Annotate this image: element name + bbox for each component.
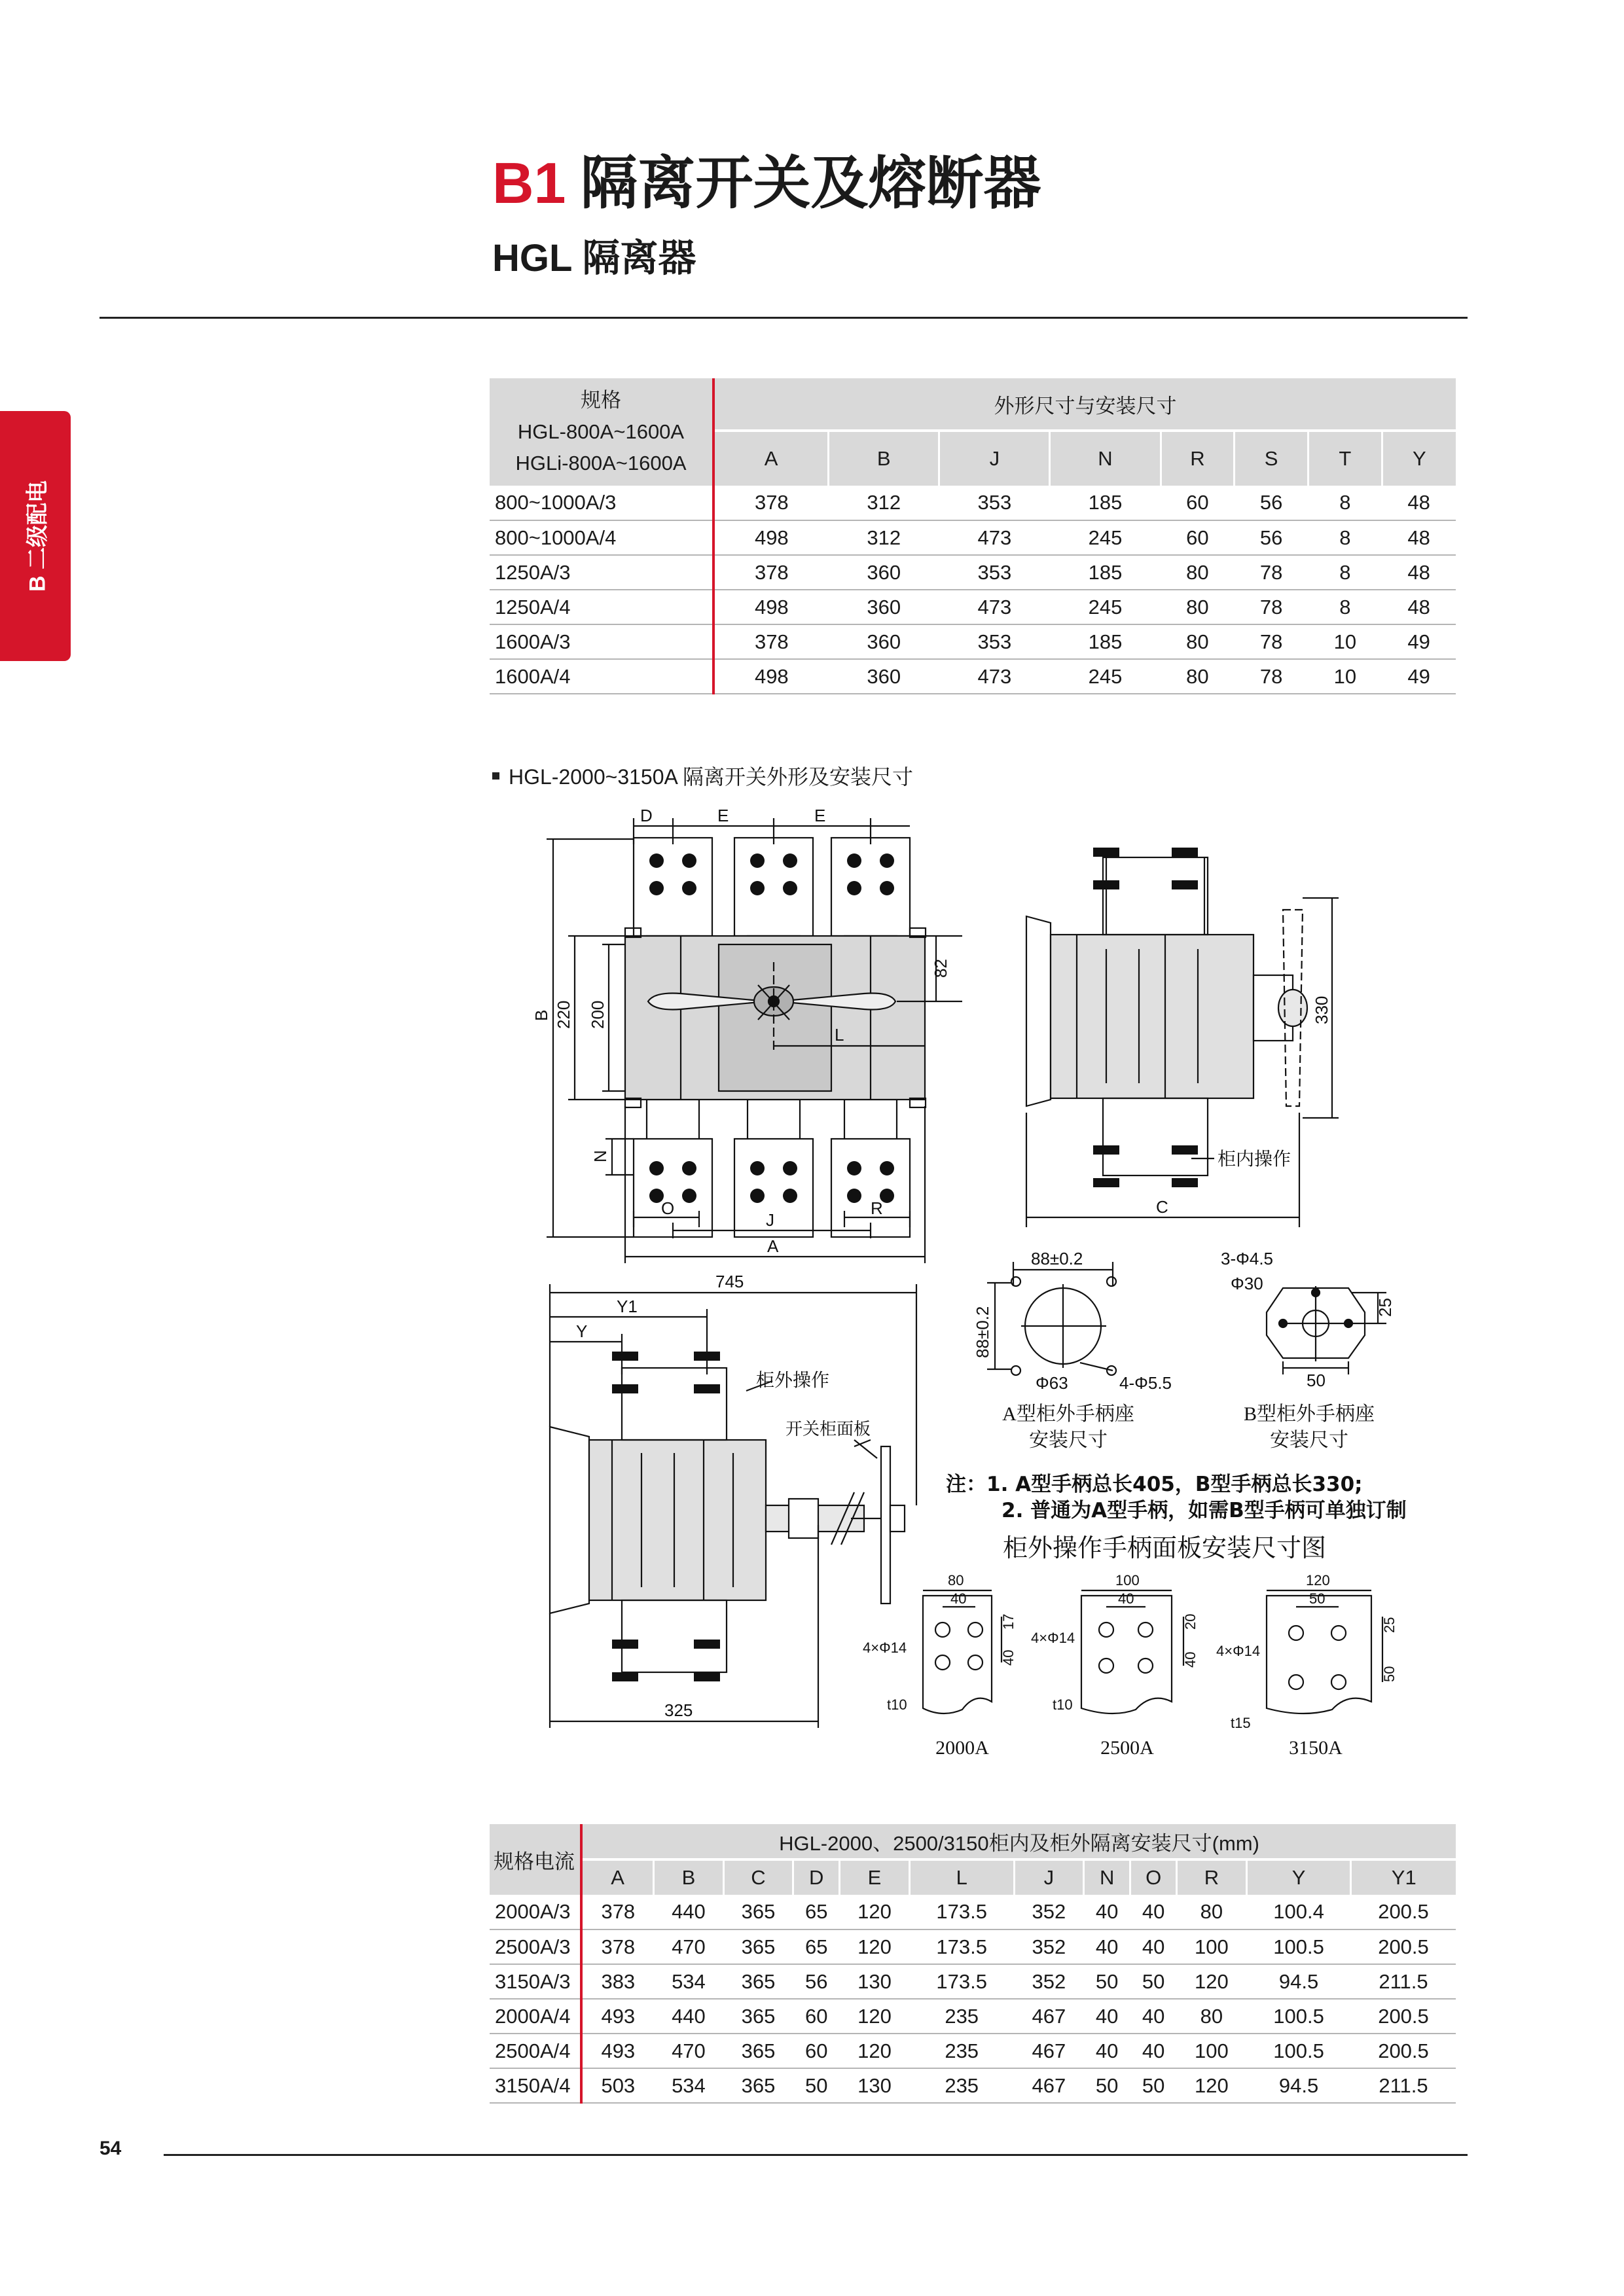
cell-value: 80 xyxy=(1177,1999,1247,2034)
panel-holes: 4×Φ14 xyxy=(863,1640,907,1656)
cell-value: 50 xyxy=(793,2068,840,2103)
seat-a-dim-vertical: 88±0.2 xyxy=(973,1306,992,1358)
label-inner-operation: 柜内操作 xyxy=(1218,1149,1291,1170)
cell-value: 120 xyxy=(840,1895,910,1929)
column-header: B xyxy=(654,1859,724,1895)
cell-value: 470 xyxy=(654,1929,724,1964)
panel-3150a xyxy=(1267,1590,1382,1713)
cell-value: 467 xyxy=(1014,1999,1084,2034)
cell-value: 94.5 xyxy=(1246,1964,1351,1999)
label-O: O xyxy=(661,1198,675,1218)
section-code: B1 xyxy=(492,151,566,215)
panel-name: 2500A xyxy=(1100,1737,1154,1759)
seat-a-caption: 安装尺寸 xyxy=(1029,1429,1108,1451)
footer-divider xyxy=(164,2154,1468,2156)
column-header: Y xyxy=(1246,1859,1351,1895)
panel-dim: 50 xyxy=(1309,1590,1326,1607)
cell-value: 185 xyxy=(1050,624,1161,659)
cell-value: 130 xyxy=(840,1964,910,1999)
row-spec: 3150A/4 xyxy=(490,2068,581,2103)
cell-value: 80 xyxy=(1161,590,1235,624)
cell-value: 130 xyxy=(840,2068,910,2103)
column-header: D xyxy=(793,1859,840,1895)
cell-value: 498 xyxy=(713,590,829,624)
cell-value: 211.5 xyxy=(1351,1964,1456,1999)
cell-value: 440 xyxy=(654,1999,724,2034)
cell-value: 534 xyxy=(654,2068,724,2103)
cell-value: 78 xyxy=(1235,624,1308,659)
cell-value: 360 xyxy=(829,555,939,590)
cell-value: 40 xyxy=(1084,1895,1130,1929)
label-C: C xyxy=(1156,1197,1168,1217)
cell-value: 245 xyxy=(1050,520,1161,555)
cell-value: 120 xyxy=(840,1999,910,2034)
seat-b-caption: B型柜外手柄座 xyxy=(1243,1403,1375,1425)
row-spec: 1600A/3 xyxy=(490,624,713,659)
cell-value: 470 xyxy=(654,2034,724,2068)
panel-name: 2000A xyxy=(935,1737,989,1759)
cell-value: 50 xyxy=(1130,1964,1177,1999)
table1-spec-model: HGL-800A~1600A xyxy=(517,420,685,443)
label-200: 200 xyxy=(588,1000,607,1029)
row-spec: 1250A/4 xyxy=(490,590,713,624)
table1-spec-model: HGLi-800A~1600A xyxy=(515,452,687,475)
panel-2000a xyxy=(923,1590,1001,1713)
panel-holes: 4×Φ14 xyxy=(1216,1643,1261,1659)
panel-dim: 17 xyxy=(1000,1613,1017,1630)
column-header: C xyxy=(723,1859,793,1895)
column-header: B xyxy=(829,431,939,486)
cell-value: 80 xyxy=(1161,555,1235,590)
cell-value: 493 xyxy=(581,1999,654,2034)
cell-value: 48 xyxy=(1382,520,1456,555)
column-header: R xyxy=(1177,1859,1247,1895)
label-E: E xyxy=(814,806,826,825)
cell-value: 8 xyxy=(1308,555,1382,590)
row-spec: 2500A/3 xyxy=(490,1929,581,1964)
cell-value: 48 xyxy=(1382,555,1456,590)
cell-value: 60 xyxy=(1161,520,1235,555)
cell-value: 56 xyxy=(1235,486,1308,520)
label-220: 220 xyxy=(554,1000,573,1029)
note-2: 2. 普通为A型手柄，如需B型手柄可单独订制 xyxy=(1001,1499,1407,1522)
cell-value: 365 xyxy=(723,1964,793,1999)
cell-value: 235 xyxy=(909,2068,1014,2103)
panel-thickness: t10 xyxy=(1053,1696,1073,1713)
cell-value: 440 xyxy=(654,1895,724,1929)
cell-value: 65 xyxy=(793,1929,840,1964)
column-header: A xyxy=(581,1859,654,1895)
cell-value: 50 xyxy=(1130,2068,1177,2103)
cell-value: 40 xyxy=(1084,2034,1130,2068)
row-spec: 2500A/4 xyxy=(490,2034,581,2068)
seat-b-50: 50 xyxy=(1307,1371,1326,1390)
seat-a-dim-horizontal: 88±0.2 xyxy=(1031,1249,1083,1268)
cell-value: 120 xyxy=(840,2034,910,2068)
table-row xyxy=(490,2034,1456,2068)
table1-group-header: 外形尺寸与安装尺寸 xyxy=(713,378,1456,431)
row-spec: 2000A/3 xyxy=(490,1895,581,1929)
panel-holes: 4×Φ14 xyxy=(1031,1630,1075,1646)
column-header: J xyxy=(1014,1859,1084,1895)
column-header: E xyxy=(840,1859,910,1895)
cell-value: 467 xyxy=(1014,2034,1084,2068)
column-header: R xyxy=(1161,431,1235,486)
column-header: S xyxy=(1235,431,1308,486)
seat-a-dia: Φ63 xyxy=(1036,1373,1068,1393)
cell-value: 383 xyxy=(581,1964,654,1999)
table-row xyxy=(490,1964,1456,1999)
section-title: 隔离开关及熔断器 xyxy=(580,151,1041,215)
cell-value: 473 xyxy=(939,590,1050,624)
row-spec: 1250A/3 xyxy=(490,555,713,590)
cell-value: 200.5 xyxy=(1351,2034,1456,2068)
seat-b-dia: Φ30 xyxy=(1231,1274,1263,1293)
cell-value: 50 xyxy=(1084,1964,1130,1999)
page-subtitle: HGL 隔离器 xyxy=(492,237,696,279)
cell-value: 49 xyxy=(1382,624,1456,659)
cell-value: 78 xyxy=(1235,555,1308,590)
cell-value: 8 xyxy=(1308,590,1382,624)
cell-value: 100.5 xyxy=(1246,2034,1351,2068)
label-Y: Y xyxy=(576,1321,588,1341)
cell-value: 40 xyxy=(1130,2034,1177,2068)
cell-value: 498 xyxy=(713,659,829,694)
row-spec: 2000A/4 xyxy=(490,1999,581,2034)
cell-value: 8 xyxy=(1308,520,1382,555)
cell-value: 353 xyxy=(939,624,1050,659)
panel-dim: 100 xyxy=(1115,1572,1140,1588)
cell-value: 473 xyxy=(939,659,1050,694)
cell-value: 365 xyxy=(723,1895,793,1929)
column-header: O xyxy=(1130,1859,1177,1895)
cell-value: 473 xyxy=(939,520,1050,555)
label-L: L xyxy=(835,1025,844,1045)
dimension-table-2000-3150 xyxy=(490,1824,1456,2104)
cell-value: 235 xyxy=(909,1999,1014,2034)
panel-dim: 120 xyxy=(1306,1572,1330,1588)
cell-value: 8 xyxy=(1308,486,1382,520)
cell-value: 211.5 xyxy=(1351,2068,1456,2103)
cell-value: 365 xyxy=(723,2034,793,2068)
column-header: N xyxy=(1084,1859,1130,1895)
cell-value: 50 xyxy=(1084,2068,1130,2103)
seat-a-caption: A型柜外手柄座 xyxy=(1002,1403,1134,1425)
cell-value: 173.5 xyxy=(909,1895,1014,1929)
table-row xyxy=(490,1929,1456,1964)
cell-value: 120 xyxy=(1177,2068,1247,2103)
cell-value: 100 xyxy=(1177,2034,1247,2068)
cell-value: 503 xyxy=(581,2068,654,2103)
table-row xyxy=(490,2068,1456,2103)
cell-value: 60 xyxy=(793,1999,840,2034)
seat-a-holes: 4-Φ5.5 xyxy=(1119,1373,1172,1393)
cell-value: 60 xyxy=(1161,486,1235,520)
seat-b-drawing xyxy=(1267,1286,1386,1374)
row-spec: 800~1000A/4 xyxy=(490,520,713,555)
table-row xyxy=(490,1895,1456,1929)
side-tab-label: B 二级配电 xyxy=(25,480,50,592)
cell-value: 534 xyxy=(654,1964,724,1999)
panel-dim: 20 xyxy=(1182,1613,1199,1630)
label-D: D xyxy=(640,806,653,825)
cell-value: 185 xyxy=(1050,555,1161,590)
cell-value: 48 xyxy=(1382,590,1456,624)
cell-value: 200.5 xyxy=(1351,1999,1456,2034)
panel-dim: 80 xyxy=(948,1572,964,1588)
cell-value: 94.5 xyxy=(1246,2068,1351,2103)
cell-value: 40 xyxy=(1084,1929,1130,1964)
cell-value: 80 xyxy=(1161,659,1235,694)
cell-value: 365 xyxy=(723,1929,793,1964)
seat-b-25: 25 xyxy=(1375,1298,1395,1317)
cell-value: 378 xyxy=(581,1929,654,1964)
table2-spec-header: 规格电流 xyxy=(490,1824,581,1895)
seat-b-caption: 安装尺寸 xyxy=(1270,1429,1348,1451)
panel-dim: 40 xyxy=(1000,1649,1017,1666)
panel-dim: 40 xyxy=(950,1590,967,1607)
label-B: B xyxy=(532,1009,551,1021)
cell-value: 100.4 xyxy=(1246,1895,1351,1929)
cell-value: 200.5 xyxy=(1351,1895,1456,1929)
cell-value: 360 xyxy=(829,590,939,624)
label-R: R xyxy=(871,1198,883,1218)
label-E: E xyxy=(717,806,729,825)
cell-value: 49 xyxy=(1382,659,1456,694)
label-switch-panel: 开关柜面板 xyxy=(785,1420,871,1439)
row-spec: 800~1000A/3 xyxy=(490,486,713,520)
label-82: 82 xyxy=(931,959,950,978)
cell-value: 10 xyxy=(1308,659,1382,694)
column-header: N xyxy=(1050,431,1161,486)
label-Y1: Y1 xyxy=(617,1297,638,1316)
panel-name: 3150A xyxy=(1289,1737,1343,1759)
label-745: 745 xyxy=(715,1272,744,1291)
section-heading-text: HGL-2000~3150A 隔离开关外形及安装尺寸 xyxy=(509,765,913,789)
cell-value: 40 xyxy=(1130,1999,1177,2034)
cell-value: 56 xyxy=(793,1964,840,1999)
label-N: N xyxy=(590,1150,610,1162)
cell-value: 100 xyxy=(1177,1929,1247,1964)
seat-b-holes: 3-Φ4.5 xyxy=(1221,1249,1274,1268)
label-330: 330 xyxy=(1312,996,1331,1024)
panel-dim: 40 xyxy=(1118,1590,1134,1607)
column-header: A xyxy=(713,431,829,486)
column-header: Y xyxy=(1382,431,1456,486)
cell-value: 498 xyxy=(713,520,829,555)
cell-value: 360 xyxy=(829,624,939,659)
label-A: A xyxy=(767,1236,779,1256)
cell-value: 173.5 xyxy=(909,1964,1014,1999)
cell-value: 353 xyxy=(939,486,1050,520)
cell-value: 40 xyxy=(1130,1895,1177,1929)
label-outer-operation: 柜外操作 xyxy=(756,1371,830,1391)
cell-value: 312 xyxy=(829,520,939,555)
cell-value: 65 xyxy=(793,1895,840,1929)
cell-value: 352 xyxy=(1014,1929,1084,1964)
cell-value: 100.5 xyxy=(1246,1999,1351,2034)
panel-dim: 50 xyxy=(1381,1666,1398,1682)
cell-value: 353 xyxy=(939,555,1050,590)
cell-value: 378 xyxy=(713,624,829,659)
cell-value: 10 xyxy=(1308,624,1382,659)
cell-value: 245 xyxy=(1050,659,1161,694)
cell-value: 78 xyxy=(1235,659,1308,694)
table1-spec-label: 规格 xyxy=(581,389,621,412)
cell-value: 378 xyxy=(713,486,829,520)
cell-value: 185 xyxy=(1050,486,1161,520)
label-J: J xyxy=(766,1210,774,1230)
column-header: Y1 xyxy=(1351,1859,1456,1895)
row-spec: 1600A/4 xyxy=(490,659,713,694)
table2-group-header: HGL-2000、2500/3150柜内及柜外隔离安装尺寸(mm) xyxy=(581,1824,1456,1859)
cell-value: 100.5 xyxy=(1246,1929,1351,1964)
page-number: 54 xyxy=(99,2138,122,2159)
column-header: L xyxy=(909,1859,1014,1895)
cell-value: 40 xyxy=(1130,1929,1177,1964)
column-header: T xyxy=(1308,431,1382,486)
panel-2500a xyxy=(1081,1590,1183,1713)
cell-value: 312 xyxy=(829,486,939,520)
cell-value: 173.5 xyxy=(909,1929,1014,1964)
cell-value: 200.5 xyxy=(1351,1929,1456,1964)
outer-view xyxy=(550,1284,916,1728)
cell-value: 365 xyxy=(723,2068,793,2103)
cell-value: 40 xyxy=(1084,1999,1130,2034)
note-1: 注：1. A型手柄总长405，B型手柄总长330; xyxy=(946,1473,1363,1496)
side-view xyxy=(1026,857,1339,1227)
cell-value: 235 xyxy=(909,2034,1014,2068)
cell-value: 120 xyxy=(840,1929,910,1964)
cell-value: 493 xyxy=(581,2034,654,2068)
cell-value: 120 xyxy=(1177,1964,1247,1999)
cell-value: 60 xyxy=(793,2034,840,2068)
cell-value: 56 xyxy=(1235,520,1308,555)
cell-value: 80 xyxy=(1161,624,1235,659)
panel-dim: 25 xyxy=(1381,1617,1398,1633)
row-spec: 3150A/3 xyxy=(490,1964,581,1999)
cell-value: 378 xyxy=(713,555,829,590)
label-325: 325 xyxy=(664,1700,693,1720)
table-row xyxy=(490,1999,1456,2034)
column-header: J xyxy=(939,431,1050,486)
cell-value: 80 xyxy=(1177,1895,1247,1929)
cell-value: 378 xyxy=(581,1895,654,1929)
cell-value: 48 xyxy=(1382,486,1456,520)
cell-value: 360 xyxy=(829,659,939,694)
panel-drawing-title: 柜外操作手柄面板安装尺寸图 xyxy=(1003,1535,1327,1562)
cell-value: 467 xyxy=(1014,2068,1084,2103)
cell-value: 78 xyxy=(1235,590,1308,624)
panel-dim: 40 xyxy=(1182,1651,1199,1668)
cell-value: 352 xyxy=(1014,1895,1084,1929)
panel-thickness: t10 xyxy=(887,1696,907,1713)
cell-value: 365 xyxy=(723,1999,793,2034)
seat-a-drawing xyxy=(987,1262,1116,1375)
panel-thickness: t15 xyxy=(1231,1715,1251,1731)
cell-value: 352 xyxy=(1014,1964,1084,1999)
cell-value: 245 xyxy=(1050,590,1161,624)
